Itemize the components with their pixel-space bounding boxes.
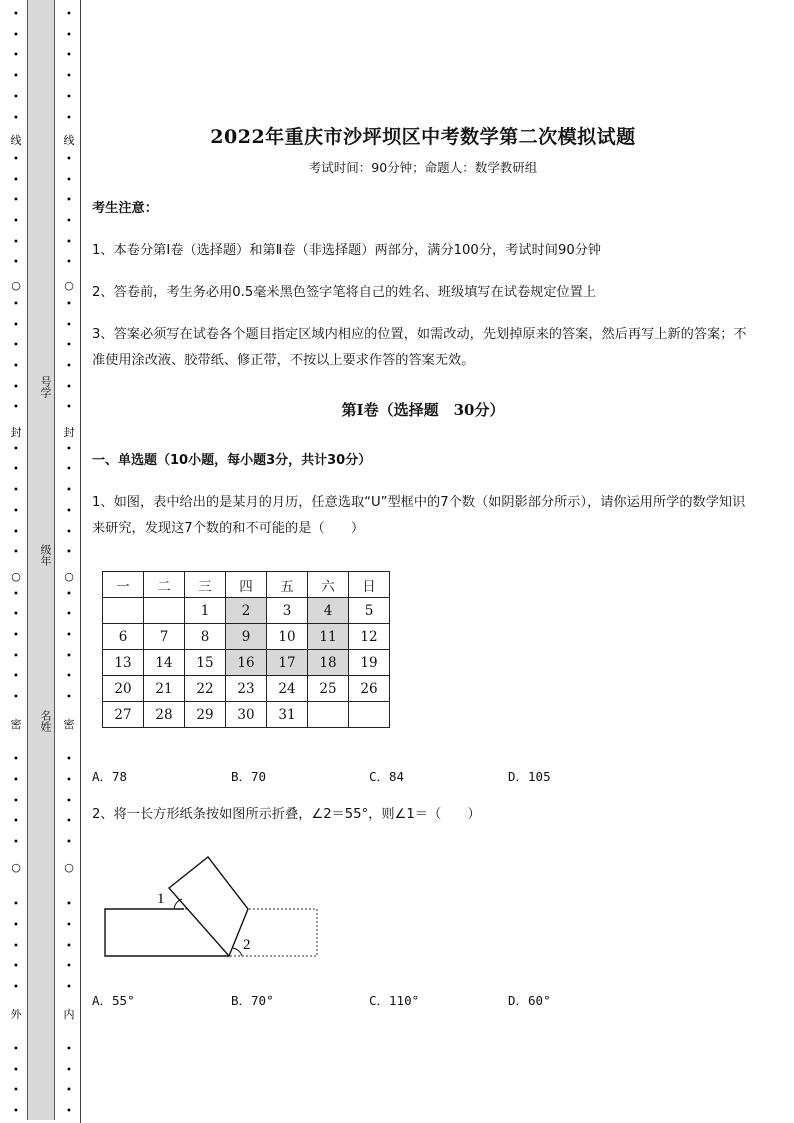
binding-dot: •: [66, 816, 72, 828]
binding-dot: •: [13, 9, 19, 20]
calendar-table: [102, 571, 390, 728]
calendar-cell-shaded: 17: [267, 650, 308, 676]
q2-option-c: C．110°: [369, 993, 420, 1008]
angle-1-label: 1: [157, 891, 165, 907]
binding-dot: •: [13, 195, 19, 207]
calendar-cell: 10: [267, 624, 308, 650]
binding-dot: •: [66, 340, 72, 352]
binding-dot: •: [66, 71, 72, 83]
outer-mark-secret: 密: [10, 718, 22, 731]
notice-item-3: 3、答案必须写在试卷各个题目指定区域内相应的位置，如需改动，先划掉原来的答案，然后再写上新的答案；不准使用涂改液、胶带纸、修正带，不按以上要求作答的答案无效。: [92, 327, 747, 368]
binding-dot: •: [66, 547, 72, 559]
binding-dot: •: [13, 1044, 19, 1055]
binding-dot: •: [13, 837, 19, 848]
binding-dot: •: [13, 174, 19, 186]
binding-dot: •: [66, 609, 72, 621]
calendar-header-cell: 六: [308, 572, 349, 598]
binding-dot: •: [13, 71, 19, 83]
binding-dot: •: [66, 630, 72, 641]
student-info-strip: [27, 0, 55, 1120]
binding-dot: •: [66, 319, 72, 331]
binding-dot: •: [66, 91, 72, 103]
outer-mark-circle-3: ○: [11, 861, 21, 874]
calendar-cell: [349, 702, 390, 728]
calendar-cell: 12: [349, 624, 390, 650]
calendar-cell: 8: [185, 624, 226, 650]
binding-dot: •: [13, 464, 19, 476]
q2-option-a: A．55°: [92, 993, 135, 1008]
calendar-header-row: [103, 572, 390, 598]
binding-dot: •: [66, 381, 72, 393]
calendar-cell-shaded: 9: [226, 624, 267, 650]
binding-dot: •: [66, 485, 72, 497]
calendar-cell-shaded: 11: [308, 624, 349, 650]
binding-dot: •: [13, 816, 19, 828]
q1-option-b: B．70: [231, 769, 267, 784]
calendar-header-cell: 四: [226, 572, 267, 598]
calendar-cell-shaded: 16: [226, 650, 267, 676]
q1-option-d: D．105: [508, 769, 551, 784]
binding-dot: •: [66, 236, 72, 248]
binding-dot: •: [13, 650, 19, 662]
calendar-row: [103, 598, 390, 624]
calendar-header-cell: 日: [349, 572, 390, 598]
binding-dot: •: [13, 981, 19, 993]
binding-dot: •: [66, 174, 72, 186]
page-subtitle: 考试时间：90分钟；命题人：数学教研组: [308, 160, 538, 175]
binding-dot: •: [66, 464, 72, 476]
calendar-cell: 6: [103, 624, 144, 650]
binding-dot: •: [66, 257, 72, 269]
binding-dot: •: [13, 381, 19, 393]
name-label: 名姓: [39, 710, 52, 732]
notice-heading: 考生注意：: [92, 201, 158, 216]
question-1-text: 1、如图，表中给出的是某月的月历，任意选取“U”型框中的7个数（如阴影部分所示），请你运用所学的数学知识来研究，发现这7个数的和不可能的是（ ）: [92, 495, 746, 536]
binding-dot: •: [66, 9, 72, 20]
binding-dot: •: [13, 671, 19, 683]
outer-mark-line: 线: [10, 134, 22, 147]
inner-mark-circle-1: ○: [64, 279, 74, 292]
calendar-cell: 25: [308, 676, 349, 702]
binding-dot: •: [66, 837, 72, 848]
binding-dot: •: [66, 505, 72, 517]
binding-dot: •: [13, 485, 19, 497]
calendar-cell: 3: [267, 598, 308, 624]
binding-dot: •: [66, 29, 72, 41]
notice-item-2: 2、答卷前，考生务必用0.5毫米黑色签字笔将自己的姓名、班级填写在试卷规定位置上: [92, 285, 597, 300]
calendar-cell: 5: [349, 598, 390, 624]
calendar-cell: 28: [144, 702, 185, 728]
inner-binding-margin: [61, 0, 77, 1123]
part-heading: 一、单选题（10小题，每小题3分，共计30分）: [92, 453, 372, 468]
inner-mark-secret: 密: [63, 718, 75, 731]
binding-dot: •: [66, 899, 72, 911]
binding-dot: •: [66, 50, 72, 62]
binding-dot: •: [66, 360, 72, 372]
calendar-cell: 27: [103, 702, 144, 728]
binding-dot: •: [66, 1044, 72, 1055]
section-title: 第I卷（选择题 30分）: [341, 401, 505, 419]
calendar-row: [103, 702, 390, 728]
calendar-cell: [103, 598, 144, 624]
binding-dot: •: [66, 961, 72, 973]
binding-dot: •: [13, 298, 19, 310]
q1-option-a: A．78: [92, 769, 128, 784]
calendar-cell: 22: [185, 676, 226, 702]
q2-option-d: D．60°: [508, 993, 551, 1008]
calendar-cell: 1: [185, 598, 226, 624]
binding-dot: •: [66, 940, 72, 952]
binding-dot: •: [66, 112, 72, 124]
folded-strip-figure: [102, 852, 322, 964]
binding-dot: •: [66, 754, 72, 766]
strip-folded-part: [169, 857, 248, 956]
binding-dot: •: [13, 899, 19, 911]
binding-dot: •: [66, 195, 72, 207]
calendar-cell: 29: [185, 702, 226, 728]
notice-item-1: 1、本卷分第I卷（选择题）和第Ⅱ卷（非选择题）两部分，满分100分，考试时间90分钟: [92, 243, 602, 258]
binding-dot: •: [13, 774, 19, 786]
binding-dot: •: [66, 692, 72, 704]
calendar-cell: 24: [267, 676, 308, 702]
binding-dot: •: [13, 795, 19, 807]
binding-dot: •: [13, 29, 19, 41]
outer-binding-margin: [8, 0, 24, 1123]
calendar-cell: 15: [185, 650, 226, 676]
page-title: 2022年重庆市沙坪坝区中考数学第二次模拟试题: [210, 126, 636, 148]
calendar-cell: 20: [103, 676, 144, 702]
binding-dot: •: [13, 588, 19, 600]
binding-dot: •: [66, 402, 72, 414]
binding-dot: •: [13, 692, 19, 704]
binding-dot: •: [66, 153, 72, 165]
binding-dot: •: [13, 505, 19, 517]
calendar-row: [103, 650, 390, 676]
calendar-cell: 26: [349, 676, 390, 702]
angle-2-arc: [233, 948, 242, 956]
student-number-label: 号学: [39, 376, 52, 398]
inner-mark-line: 线: [63, 134, 75, 147]
binding-dot: •: [13, 443, 19, 455]
calendar-cell: 19: [349, 650, 390, 676]
binding-dot: •: [13, 112, 19, 124]
binding-dot: •: [66, 919, 72, 931]
calendar-row: [103, 624, 390, 650]
binding-dot: •: [13, 919, 19, 931]
outer-mark-circle-1: ○: [11, 279, 21, 292]
binding-dot: •: [66, 650, 72, 662]
binding-dot: •: [13, 153, 19, 165]
inner-mark-inside: 内: [63, 1008, 75, 1021]
binding-dot: •: [13, 236, 19, 248]
inner-mark-circle-2: ○: [64, 570, 74, 583]
question-2-text: 2、将一长方形纸条按如图所示折叠，∠2＝55°，则∠1＝（ ）: [92, 807, 481, 822]
binding-dot: •: [13, 609, 19, 621]
binding-dot: •: [66, 298, 72, 310]
binding-dot: •: [13, 940, 19, 952]
calendar-cell: 14: [144, 650, 185, 676]
outer-mark-outside: 外: [10, 1008, 22, 1021]
calendar-header-cell: 二: [144, 572, 185, 598]
binding-dot: •: [13, 547, 19, 559]
outer-mark-seal: 封: [10, 426, 22, 439]
binding-dot: •: [66, 526, 72, 538]
binding-dot: •: [13, 50, 19, 62]
binding-dot: •: [13, 216, 19, 227]
binding-dot: •: [66, 1064, 72, 1076]
binding-dot: •: [13, 319, 19, 331]
binding-dot: •: [13, 1085, 19, 1097]
binding-dot: •: [66, 671, 72, 683]
grade-label: 级年: [39, 544, 52, 566]
angle-2-label: 2: [243, 937, 251, 953]
binding-dot: •: [13, 630, 19, 641]
calendar-row: [103, 676, 390, 702]
binding-dot: •: [66, 1106, 72, 1118]
binding-dot: •: [66, 216, 72, 227]
calendar-cell-shaded: 2: [226, 598, 267, 624]
calendar-header-cell: 五: [267, 572, 308, 598]
inner-mark-circle-3: ○: [64, 861, 74, 874]
calendar-cell: 31: [267, 702, 308, 728]
calendar-cell: 30: [226, 702, 267, 728]
q2-option-b: B．70°: [231, 993, 274, 1008]
binding-dot: •: [13, 754, 19, 766]
q1-option-c: C．84: [369, 769, 405, 784]
calendar-cell-shaded: 4: [308, 598, 349, 624]
binding-dot: •: [13, 526, 19, 538]
calendar-cell: 21: [144, 676, 185, 702]
calendar-cell-shaded: 18: [308, 650, 349, 676]
binding-dot: •: [13, 257, 19, 269]
binding-dot: •: [66, 774, 72, 786]
calendar-cell: 23: [226, 676, 267, 702]
binding-dot: •: [66, 1085, 72, 1097]
margin-rule: [80, 0, 81, 1123]
binding-dot: •: [66, 443, 72, 455]
calendar-header-cell: 三: [185, 572, 226, 598]
calendar-cell: [144, 598, 185, 624]
binding-dot: •: [13, 1106, 19, 1118]
outer-mark-circle-2: ○: [11, 570, 21, 583]
calendar-cell: 13: [103, 650, 144, 676]
binding-dot: •: [66, 795, 72, 807]
calendar-header-cell: 一: [103, 572, 144, 598]
binding-dot: •: [66, 981, 72, 993]
calendar-cell: [308, 702, 349, 728]
binding-dot: •: [13, 1064, 19, 1076]
binding-dot: •: [13, 402, 19, 414]
binding-dot: •: [13, 340, 19, 352]
binding-dot: •: [13, 91, 19, 103]
binding-dot: •: [66, 588, 72, 600]
inner-mark-seal: 封: [63, 426, 75, 439]
binding-dot: •: [13, 961, 19, 973]
calendar-cell: 7: [144, 624, 185, 650]
binding-dot: •: [13, 360, 19, 372]
